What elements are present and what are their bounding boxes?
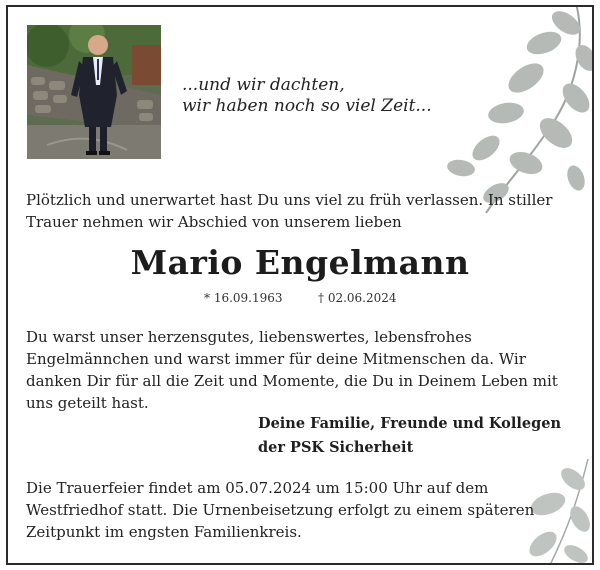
- memorial-quote: [182, 75, 432, 117]
- birth-date: * 16.09.1963: [204, 291, 283, 305]
- portrait-photo: [27, 25, 161, 159]
- death-date: † 02.06.2024: [318, 291, 397, 305]
- funeral-info: Die Trauerfeier findet am 05.07.2024 um 15:00 Uhr auf dem Westfriedhof statt. Die Urnenbeisetzung erfolgt zu einem späteren Zeitpunkt im engsten Familienkreis.: [26, 479, 535, 541]
- tribute-text: Du warst unser herzensgutes, liebenswertes, lebensfrohes Engelmännchen und warst immer für deine Mitmenschen da. Wir danken Dir für all die Zeit und Momente, die Du in Deinem Leben mit uns geteilt hast.: [26, 328, 558, 412]
- quote-line-2: wir haben noch so viel Zeit...: [182, 96, 432, 116]
- quote-line-1: ...und wir dachten,: [182, 75, 345, 95]
- obituary-notice: [6, 5, 594, 565]
- signature-line-1: Deine Familie, Freunde und Kollegen: [258, 415, 561, 432]
- deceased-name: Mario Engelmann: [130, 243, 470, 282]
- signature: [258, 412, 561, 460]
- signature-line-2: der PSK Sicherheit: [258, 439, 414, 456]
- intro-text: Plötzlich und unerwartet hast Du uns viel zu früh verlassen. In stiller Trauer nehmen wir Abschied von unserem lieben: [26, 191, 553, 231]
